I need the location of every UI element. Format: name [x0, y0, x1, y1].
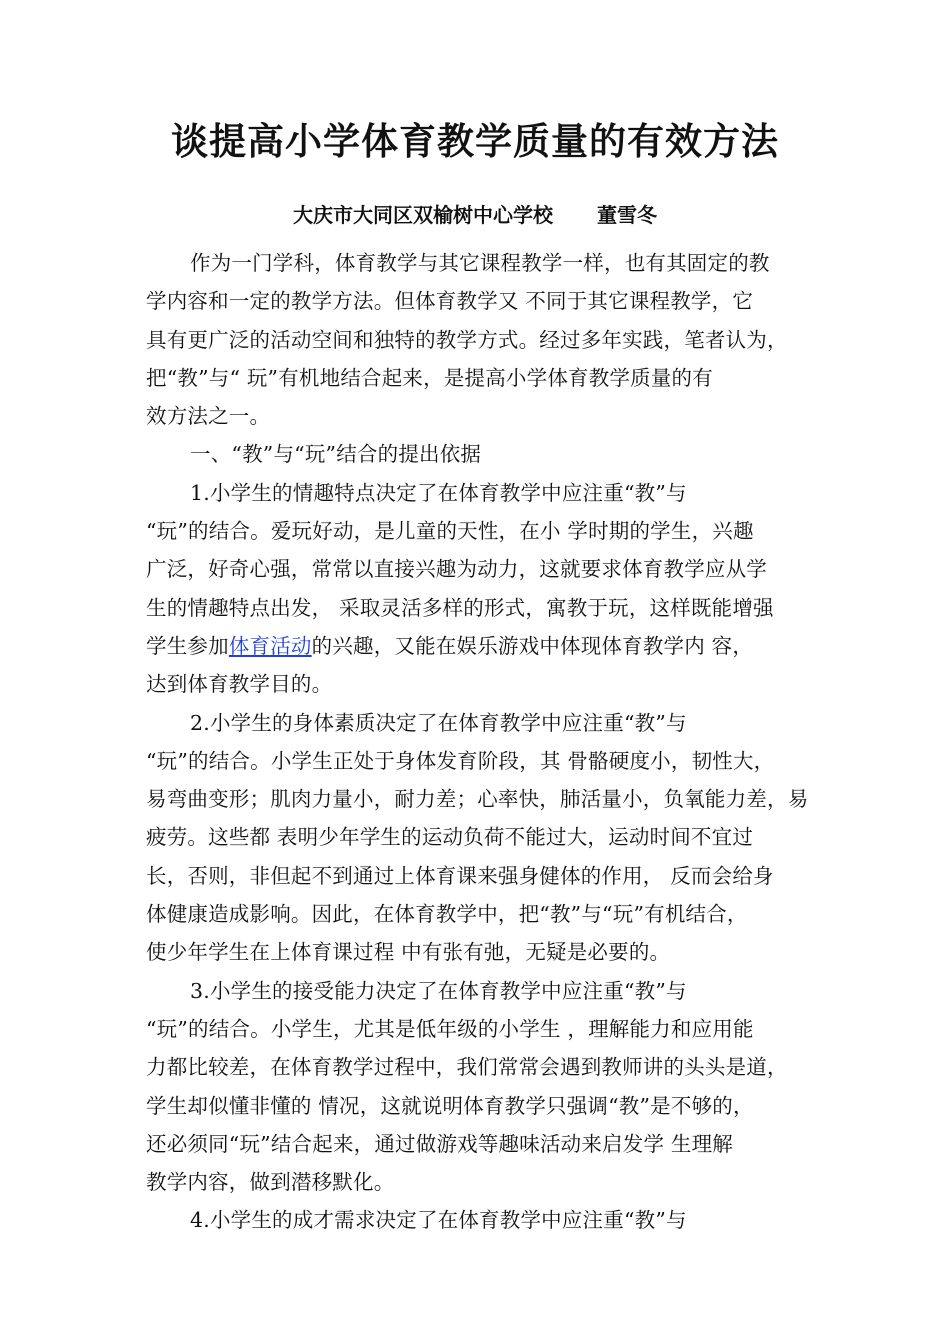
paragraph-line: 把“教”与“ 玩”有机地结合起来，是提高小学体育教学质量的有: [146, 365, 713, 390]
paragraph-line: 效方法之一。: [146, 404, 271, 429]
paragraph-line: 2.小学生的身体素质决定了在体育教学中应注重“教”与: [190, 710, 687, 735]
paragraph-line: 具有更广泛的活动空间和独特的教学方式。经过多年实践，笔者认为，: [146, 327, 788, 352]
paragraph-line: “玩”的结合。小学生，尤其是低年级的小学生 ，理解能力和应用能: [146, 1016, 754, 1041]
line-segment: 学生参加: [146, 633, 229, 658]
paragraph-line: “玩”的结合。小学生正处于身体发育阶段，其 骨骼硬度小，韧性大，: [146, 748, 775, 773]
paragraph-line: 力都比较差，在体育教学过程中，我们常常会遇到教师讲的头头是道，: [146, 1055, 788, 1080]
section-heading: 一、“教”与“玩”结合的提出依据: [190, 442, 482, 467]
paragraph-line: 达到体育教学目的。: [146, 672, 333, 697]
author-school: 大庆市大同区双榆树中心学校: [293, 203, 553, 227]
paragraph-line: 体健康造成影响。因此，在体育教学中，把“教”与“玩”有机结合，: [146, 902, 748, 927]
author-line: [0, 200, 950, 230]
paragraph-line: 4.小学生的成才需求决定了在体育教学中应注重“教”与: [190, 1208, 687, 1233]
paragraph-line-with-link: [146, 627, 818, 665]
document-title: 谈提高小学体育教学质量的有效方法: [171, 120, 779, 163]
paragraph-line: 学生却似懂非懂的 情况，这就说明体育教学只强调“教”是不够的，: [146, 1093, 754, 1118]
article-body: [146, 244, 818, 1240]
paragraph-line: 使少年学生在上体育课过程 中有张有弛，无疑是必要的。: [146, 940, 671, 965]
line-segment: 的兴趣，又能在娱乐游戏中体现体育教学内 容，: [311, 633, 754, 658]
paragraph-line: 生的情趣特点出发， 采取灵活多样的形式，寓教于玩，这样既能增强: [146, 595, 774, 620]
author-name: 董雪冬: [597, 203, 657, 227]
paragraph-line: 学内容和一定的教学方法。但体育教学又 不同于其它课程教学，它: [146, 289, 754, 314]
paragraph-line: 还必须同“玩”结合起来，通过做游戏等趣味活动来启发学 生理解: [146, 1131, 733, 1156]
paragraph-line: 教学内容，做到潜移默化。: [146, 1170, 395, 1195]
paragraph-line: 1.小学生的情趣特点决定了在体育教学中应注重“教”与: [190, 480, 687, 505]
paragraph-line: 长，否则，非但起不到通过上体育课来强身健体的作用， 反而会给身: [146, 863, 774, 888]
sports-activity-link[interactable]: 体育活动: [228, 633, 312, 658]
paragraph-line: “玩”的结合。爱玩好动，是儿童的天性，在小 学时期的学生，兴趣: [146, 519, 754, 544]
paragraph-line: 3.小学生的接受能力决定了在体育教学中应注重“教”与: [190, 978, 687, 1003]
paragraph-line: 疲劳。这些都 表明少年学生的运动负荷不能过大，运动时间不宜过: [146, 825, 754, 850]
paragraph-line: 易弯曲变形；肌肉力量小，耐力差；心率快，肺活量小，负氧能力差，易: [146, 787, 809, 812]
paragraph-line: 作为一门学科，体育教学与其它课程教学一样，也有其固定的教: [190, 251, 770, 275]
paragraph-line: 广泛，好奇心强，常常以直接兴趣为动力，这就要求体育教学应从学: [146, 557, 767, 582]
